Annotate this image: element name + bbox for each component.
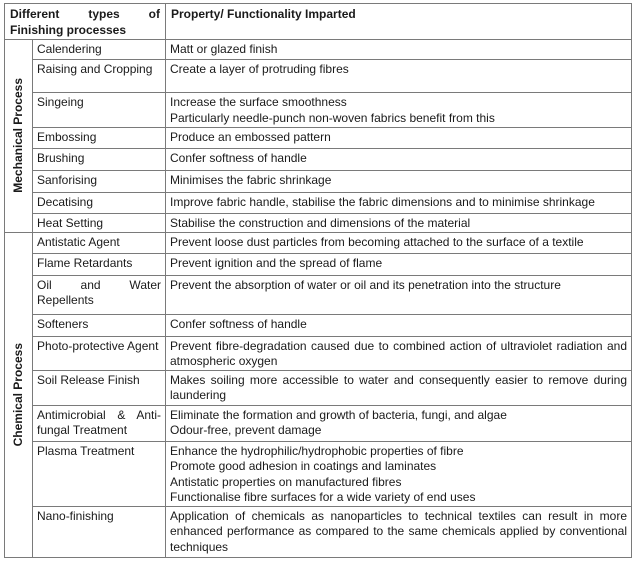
process-name-cell: Calendering <box>33 40 166 60</box>
process-name-cell: Oil and Water Repellents <box>33 275 166 314</box>
property-cell <box>166 405 632 441</box>
property-line: Prevent loose dust particles from becoming attached to the surface of a textile <box>170 234 584 249</box>
property-cell <box>166 40 632 60</box>
table-row <box>5 193 632 214</box>
property-cell <box>166 93 632 128</box>
process-name-cell: Embossing <box>33 128 166 149</box>
process-name-cell: Antimicrobial & Anti-fungal Treatment <box>33 405 166 441</box>
table-row <box>5 441 632 506</box>
property-line: Prevent ignition and the spread of flame <box>170 255 383 270</box>
table-row <box>5 506 632 557</box>
table-row <box>5 253 632 275</box>
group-label: Chemical Process <box>10 342 25 447</box>
property-cell <box>166 506 632 557</box>
property-line: Create a layer of protruding fibres <box>170 62 349 76</box>
property-line: Prevent the absorption of water or oil and its penetration into the structure <box>170 277 561 292</box>
table-row <box>5 128 632 149</box>
property-cell <box>166 171 632 193</box>
table-row <box>5 314 632 336</box>
table-row <box>5 171 632 193</box>
property-cell <box>166 441 632 506</box>
property-line: Functionalise fibre surfaces for a wide variety of end uses <box>170 490 476 504</box>
table-row <box>5 60 632 93</box>
table-row <box>5 405 632 441</box>
property-cell <box>166 275 632 314</box>
property-line: Application of chemicals as nanoparticles to technical textiles can result in more enhanced performance as compared to the same chemicals applied by conventional techniques <box>170 508 627 554</box>
table-row <box>5 275 632 314</box>
table-body <box>5 40 632 558</box>
property-line: Minimises the fabric shrinkage <box>170 173 332 187</box>
property-line: Particularly needle-punch non-woven fabrics benefit from this <box>170 110 495 125</box>
property-cell <box>166 253 632 275</box>
table-row <box>5 214 632 233</box>
process-name-cell: Soil Release Finish <box>33 370 166 405</box>
process-name-cell: Photo-protective Agent <box>33 336 166 370</box>
property-cell <box>166 232 632 253</box>
process-name-cell: Flame Retardants <box>33 253 166 275</box>
property-line: Produce an embossed pattern <box>170 130 331 144</box>
property-cell <box>166 193 632 214</box>
table-row <box>5 93 632 128</box>
finishing-processes-table <box>4 3 632 558</box>
property-line: Antistatic properties on manufactured fibres <box>170 474 402 489</box>
table-header-row <box>5 4 632 40</box>
header-processes: Different types of Finishing processes <box>5 4 166 40</box>
property-cell <box>166 370 632 405</box>
table-row <box>5 336 632 370</box>
process-name-cell: Nano-finishing <box>33 506 166 557</box>
group-label-cell <box>5 40 33 233</box>
header-property: Property/ Functionality Imparted <box>166 4 632 40</box>
property-cell <box>166 128 632 149</box>
property-line: Confer softness of handle <box>170 316 307 331</box>
process-name-cell: Plasma Treatment <box>33 441 166 506</box>
group-label-cell <box>5 232 33 557</box>
process-name-cell: Brushing <box>33 149 166 171</box>
property-line: Confer softness of handle <box>170 151 307 165</box>
property-line: Odour-free, prevent damage <box>170 423 322 437</box>
process-name-cell: Softeners <box>33 314 166 336</box>
property-cell <box>166 336 632 370</box>
process-name-cell: Decatising <box>33 193 166 214</box>
table-row <box>5 40 632 60</box>
process-name-cell: Sanforising <box>33 171 166 193</box>
property-cell <box>166 149 632 171</box>
property-line: Eliminate the formation and growth of bacteria, fungi, and algae <box>170 407 507 422</box>
property-line: Increase the surface smoothness <box>170 95 347 109</box>
property-cell <box>166 214 632 233</box>
property-line: Enhance the hydrophilic/hydrophobic properties of fibre <box>170 443 464 458</box>
group-label: Mechanical Process <box>10 78 25 194</box>
property-line: Stabilise the construction and dimensions of the material <box>170 216 471 230</box>
property-line: Makes soiling more accessible to water and consequently easier to remove during laundering <box>170 372 627 402</box>
property-cell <box>166 314 632 336</box>
property-line: Prevent fibre-degradation caused due to combined action of ultraviolet radiation and atmospheric oxygen <box>170 338 627 368</box>
table-row <box>5 232 632 253</box>
property-cell <box>166 60 632 93</box>
property-line: Promote good adhesion in coatings and laminates <box>170 459 437 473</box>
process-name-cell: Singeing <box>33 93 166 128</box>
table-row <box>5 370 632 405</box>
process-name-cell: Raising and Cropping <box>33 60 166 93</box>
property-line: Matt or glazed finish <box>170 42 278 56</box>
process-name-cell: Heat Setting <box>33 214 166 233</box>
property-line: Improve fabric handle, stabilise the fabric dimensions and to minimise shrinkage <box>170 195 595 209</box>
process-name-cell: Antistatic Agent <box>33 232 166 253</box>
table-row <box>5 149 632 171</box>
